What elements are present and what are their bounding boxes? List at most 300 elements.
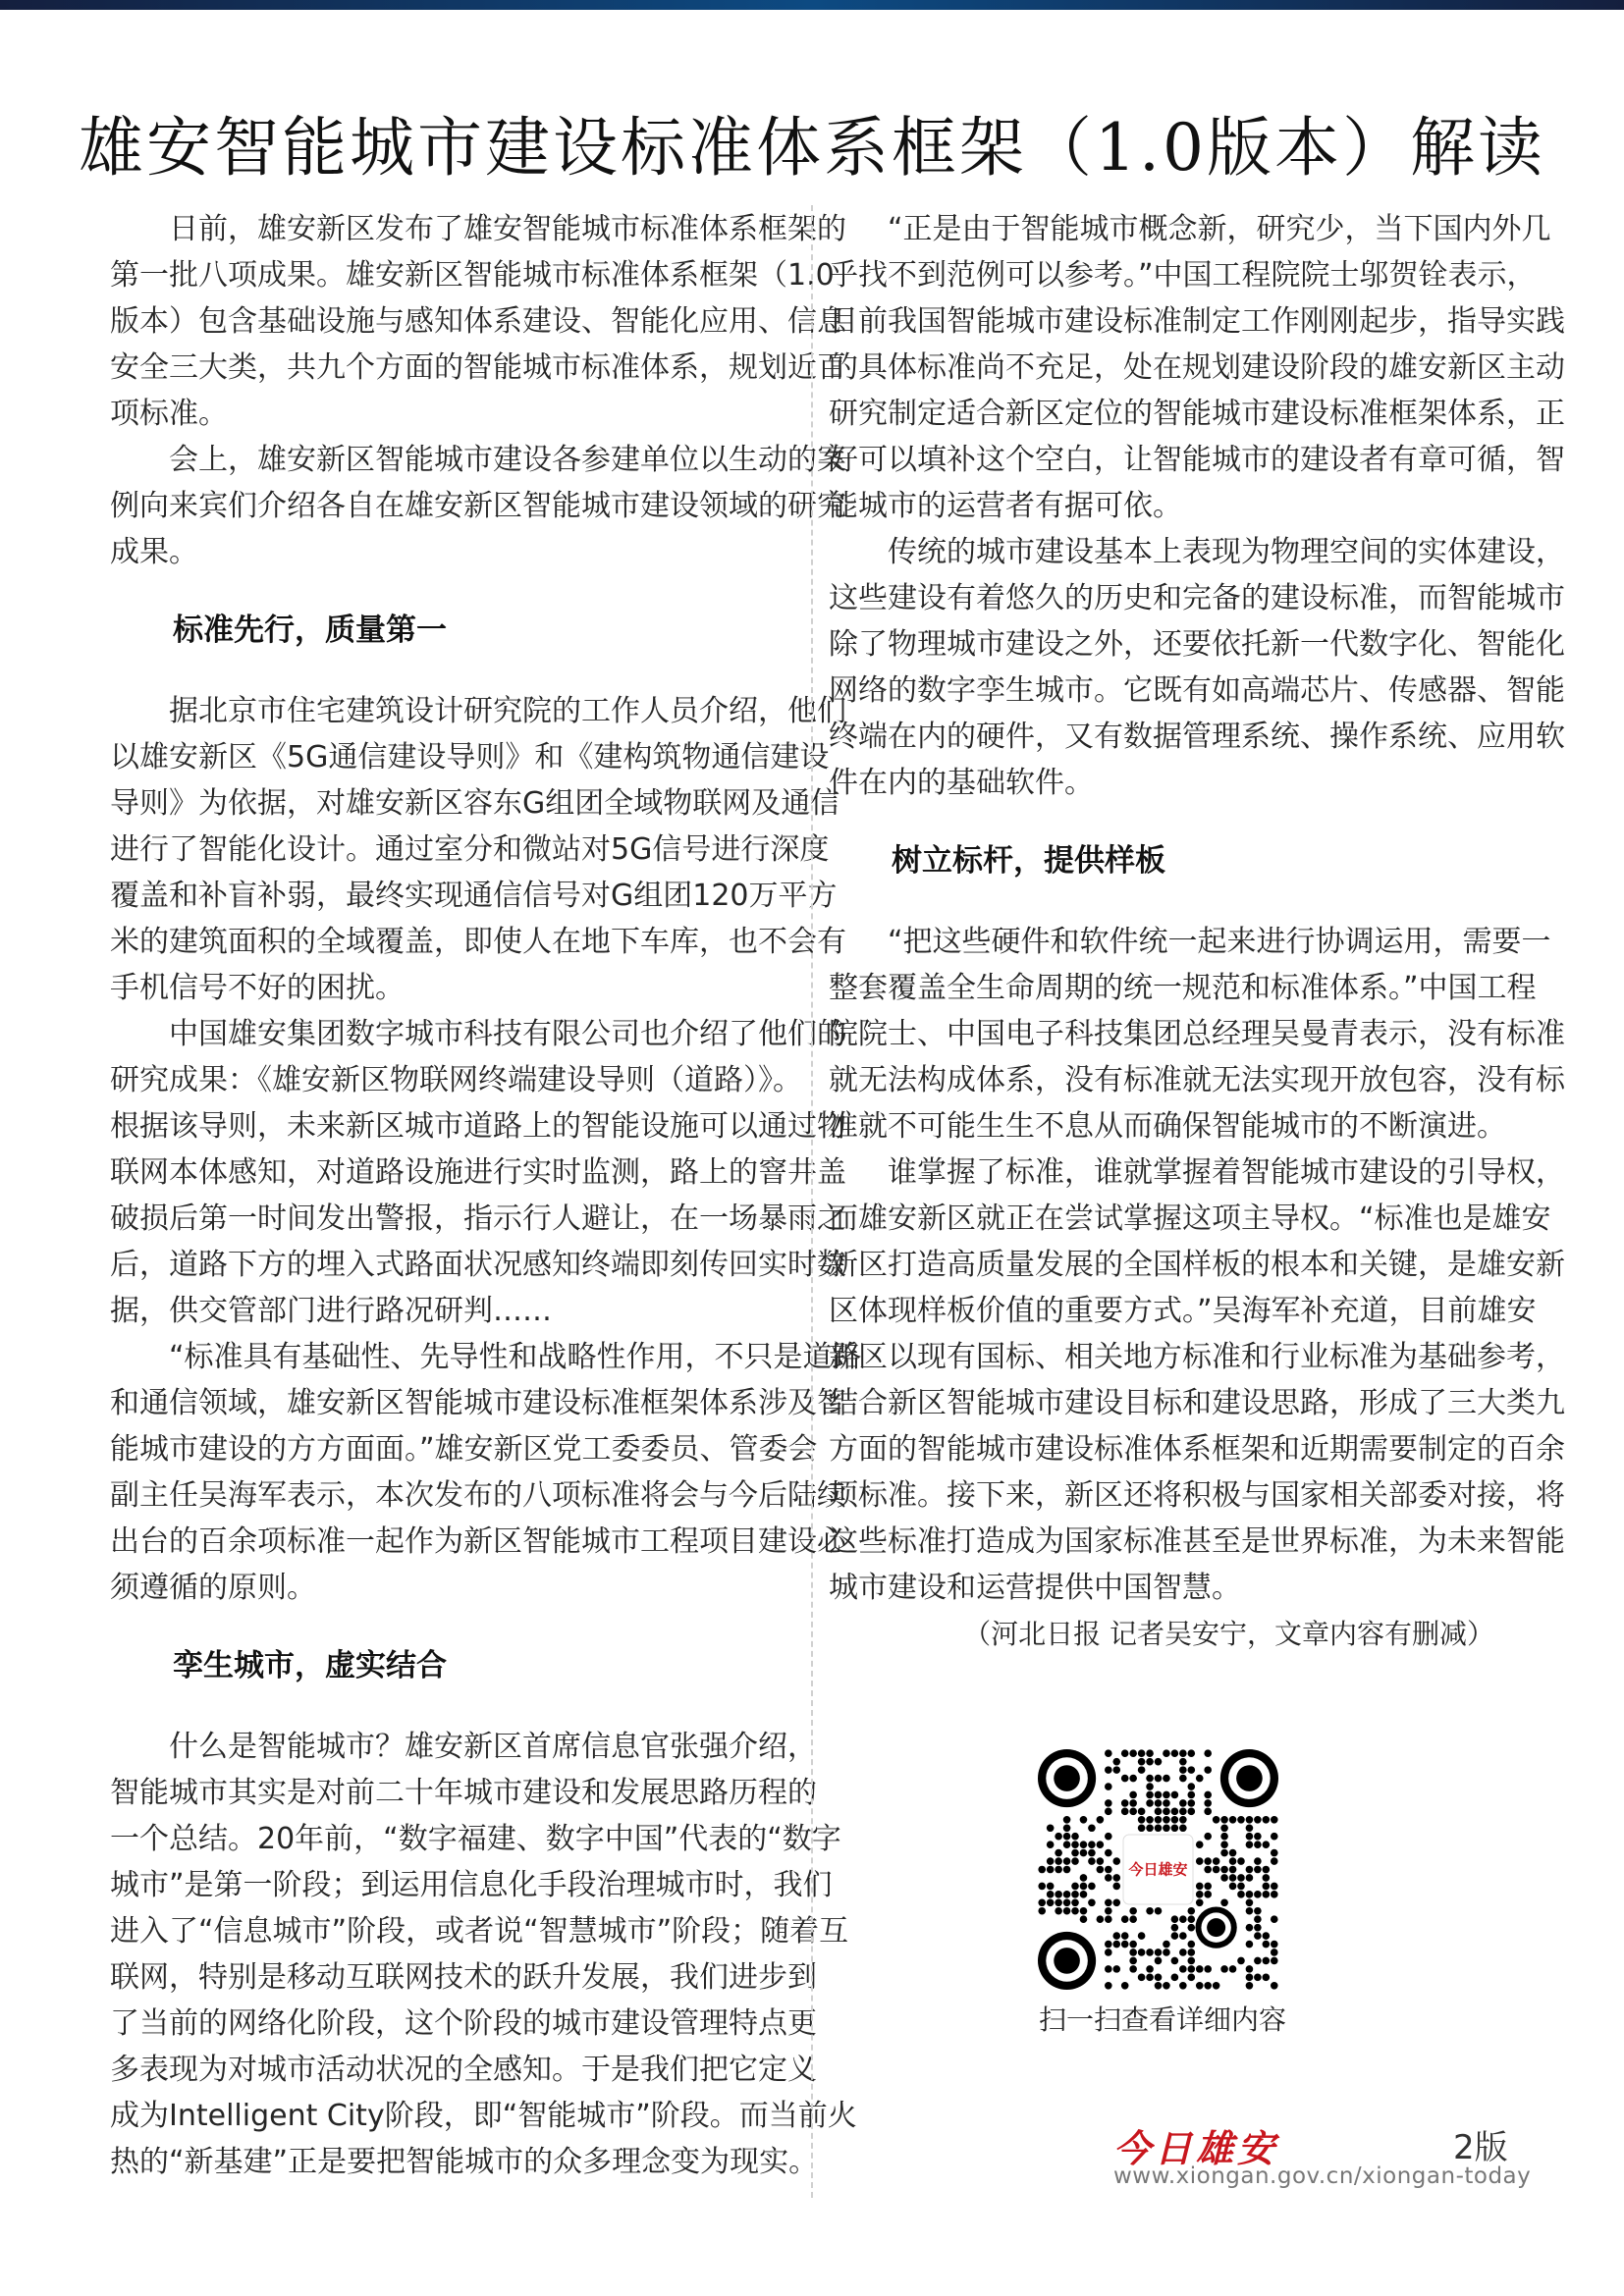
qr-dot [1105,1949,1112,1956]
qr-dot [1237,1857,1245,1865]
text-line: 智能城市其实是对前二十年城市建设和发展思路历程的 [110,1776,817,1810]
paragraph [829,1149,1565,1611]
qr-dot [1047,1824,1055,1832]
qr-finder-ring [1054,1948,1080,1974]
qr-dot [1105,1982,1112,1990]
text-line: 就无法构成体系，没有标准就无法实现开放包容，没有标 [829,1063,1565,1097]
qr-dot [1112,1941,1120,1949]
qr-dot [1204,1965,1212,1973]
qr-dot [1179,1915,1187,1923]
qr-dot [1220,1816,1228,1824]
qr-dot [1146,1791,1154,1799]
qr-dot [1105,1808,1112,1816]
footer-url[interactable]: www.xiongan.gov.cn/xiongan-today [1113,2163,1532,2189]
qr-dot [1129,1791,1137,1799]
qr-dot [1246,1974,1254,1982]
qr-dot [1204,1791,1212,1799]
qr-dot [1155,1949,1163,1956]
text-line: 成果。 [110,535,198,569]
qr-dot [1129,1775,1137,1783]
qr-dot [1196,1841,1204,1848]
text-line: 终端在内的硬件，又有数据管理系统、操作系统、应用软 [829,720,1565,754]
qr-dot [1229,1874,1237,1882]
text-line: 副主任吴海军表示，本次发布的八项标准将会与今后陆续 [110,1478,846,1513]
qr-dot [1196,1883,1204,1891]
qr-dot [1271,1816,1278,1824]
qr-dot [1063,1816,1071,1824]
qr-dot [1105,1799,1112,1807]
paragraph [110,688,846,1011]
qr-dot [1155,1816,1163,1824]
qr-dot [1080,1841,1088,1848]
qr-dot [1263,1816,1271,1824]
qr-dot [1204,1883,1212,1891]
qr-dot [1071,1891,1079,1898]
qr-dot [1246,1833,1254,1841]
text-line: 的具体标准尚不充足，处在规划建设阶段的雄安新区主动 [829,350,1565,385]
qr-dot [1263,1891,1271,1898]
qr-dot [1129,1799,1137,1807]
text-line: 传统的城市建设基本上表现为物理空间的实体建设， [888,535,1565,569]
qr-dot [1063,1824,1071,1832]
qr-dot [1047,1891,1055,1898]
qr-dot [1263,1883,1271,1891]
qr-dot [1121,1941,1129,1949]
qr-dot [1254,1841,1262,1848]
qr-dot [1112,1766,1120,1774]
text-line: 联网本体感知，对道路设施进行实时监测，路上的窨井盖 [110,1155,846,1190]
qr-dot [1047,1883,1055,1891]
qr-dot [1155,1824,1163,1832]
qr-dot [1121,1799,1129,1807]
qr-dot [1097,1866,1105,1874]
qr-dot [1146,1749,1154,1757]
qr-dot [1237,1957,1245,1965]
qr-dot [1112,1857,1120,1865]
qr-dot [1163,1808,1170,1816]
qr-dot [1179,1816,1187,1824]
right-column [829,206,1565,1657]
footer-logo: 今日雄安 [1113,2126,1279,2170]
qr-dot [1146,1799,1154,1807]
page-number: 2版 [1453,2128,1508,2167]
qr-dot [1187,1915,1195,1923]
qr-dot [1171,1824,1179,1832]
qr-dot [1271,1883,1278,1891]
qr-dot [1163,1941,1170,1949]
qr-dot [1105,1907,1112,1915]
qr-dot [1138,1824,1146,1832]
qr-dot [1063,1866,1071,1874]
qr-dot [1196,1775,1204,1783]
qr-dot [1146,1783,1154,1790]
qr-dot [1229,1857,1237,1865]
text-line: 院院士、中国电子科技集团总经理吴曼青表示，没有标准 [829,1017,1565,1051]
qr-dot [1105,1941,1112,1949]
qr-dot [1105,1965,1112,1973]
qr-dot [1220,1965,1228,1973]
qr-dot [1179,1749,1187,1757]
qr-dot [1155,1982,1163,1990]
qr-dot [1187,1783,1195,1790]
qr-dot [1220,1898,1228,1906]
text-line: 这些标准打造成为国家标准甚至是世界标准，为未来智能 [829,1524,1565,1559]
qr-dot [1179,1824,1187,1832]
qr-dot [1129,1915,1137,1923]
qr-dot [1263,1957,1271,1965]
section-heading: 孪生城市，虚实结合 [173,1648,447,1683]
text-line: “标准具有基础性、先导性和战略性作用，不只是道路 [169,1340,862,1374]
qr-dot [1271,1833,1278,1841]
qr-dot [1163,1949,1170,1956]
qr-dot [1271,1857,1278,1865]
qr-dot [1263,1932,1271,1940]
qr-dot [1246,1982,1254,1990]
qr-dot [1187,1907,1195,1915]
qr-dot [1105,1849,1112,1857]
qr-dot [1063,1907,1071,1915]
qr-dot [1213,1816,1220,1824]
text-line: 件在内的基础软件。 [829,766,1094,800]
text-line: 方面的智能城市建设标准体系框架和近期需要制定的百余 [829,1432,1565,1467]
text-line: 目前我国智能城市建设标准制定工作刚刚起步，指导实践 [829,304,1565,339]
qr-dot [1080,1849,1088,1857]
qr-dot [1171,1749,1179,1757]
qr-dot [1105,1749,1112,1757]
paragraph [110,437,846,575]
qr-dot [1179,1932,1187,1940]
qr-dot [1271,1891,1278,1898]
qr-dot [1220,1874,1228,1882]
qr-dot [1155,1799,1163,1807]
text-line: “正是由于智能城市概念新，研究少，当下国内外几 [888,212,1551,246]
text-line: 根据该导则，未来新区城市道路上的智能设施可以通过物 [110,1109,846,1144]
qr-dot [1187,1949,1195,1956]
qr-dot [1155,1791,1163,1799]
paragraph [110,1334,862,1611]
text-line: 成为Intelligent City阶段，即“智能城市”阶段。而当前火 [110,2099,857,2133]
qr-dot [1254,1915,1262,1923]
text-line: 除了物理城市建设之外，还要依托新一代数字化、智能化 [829,627,1565,662]
text-line: 项标准。 [110,397,228,431]
paragraph [829,206,1565,529]
qr-dot [1055,1907,1062,1915]
qr-dot [1179,1775,1187,1783]
text-line: 手机信号不好的困扰。 [110,971,405,1005]
text-line: 导则》为依据，对雄安新区容东G组团全域物联网及通信 [110,786,840,821]
qr-dot [1063,1857,1071,1865]
qr-dot [1204,1749,1212,1757]
qr-dot [1179,1766,1187,1774]
text-line: 项标准。接下来，新区还将积极与国家相关部委对接，将 [829,1478,1565,1513]
qr-dot [1097,1857,1105,1865]
qr-dot [1187,1766,1195,1774]
text-line: 好可以填补这个空白，让智能城市的建设者有章可循，智 [829,443,1565,477]
qr-dot [1071,1849,1079,1857]
qr-dot [1129,1949,1137,1956]
qr-dot [1237,1874,1245,1882]
text-line: 和通信领域，雄安新区智能城市建设标准框架体系涉及智 [110,1386,846,1420]
qr-dot [1112,1874,1120,1882]
qr-dot [1112,1965,1120,1973]
qr-code-icon[interactable] [1038,1749,1278,1990]
qr-dot [1271,1957,1278,1965]
qr-dot [1146,1816,1154,1824]
qr-dot [1121,1932,1129,1940]
qr-dot [1080,1874,1088,1882]
qr-dot [1187,1941,1195,1949]
qr-dot [1105,1833,1112,1841]
text-line: 能城市建设的方方面面。”雄安新区党工委委员、管委会 [110,1432,818,1467]
text-line: 城市建设和运营提供中国智慧。 [829,1571,1241,1605]
qr-dot [1254,1891,1262,1898]
qr-dot [1229,1816,1237,1824]
qr-dot [1088,1849,1096,1857]
qr-dot [1246,1907,1254,1915]
qr-dot [1055,1833,1062,1841]
qr-dot [1138,1808,1146,1816]
text-line: 结合新区智能城市建设目标和建设思路，形成了三大类九 [829,1386,1565,1420]
qr-dot [1121,1982,1129,1990]
text-line: 谁掌握了标准，谁就掌握着智能城市建设的引导权， [888,1155,1565,1190]
text-line: 新区以现有国标、相关地方标准和行业标准为基础参考， [829,1340,1565,1374]
qr-dot [1229,1965,1237,1973]
qr-dot [1055,1891,1062,1898]
qr-dot [1047,1866,1055,1874]
text-line: 据，供交管部门进行路况研判…… [110,1294,552,1328]
qr-caption: 扫一扫查看详细内容 [1039,2003,1287,2036]
qr-dot [1246,1891,1254,1898]
qr-dot [1055,1849,1062,1857]
qr-dot [1204,1808,1212,1816]
source-attribution: （河北日报 记者吴安宁，文章内容有删减） [963,1618,1494,1650]
text-line: 米的建筑面积的全域覆盖，即使人在地下车库，也不会有 [110,925,846,959]
qr-dot [1063,1841,1071,1848]
qr-dot [1121,1775,1129,1783]
qr-dot [1138,1758,1146,1766]
text-line: 例向来宾们介绍各自在雄安新区智能城市建设领域的研究 [110,489,846,523]
qr-dot [1071,1833,1079,1841]
qr-dot [1171,1957,1179,1965]
text-line: 据北京市住宅建筑设计研究院的工作人员介绍，他们 [169,694,846,728]
qr-dot [1088,1841,1096,1848]
qr-dot [1204,1866,1212,1874]
qr-dot [1138,1816,1146,1824]
qr-dot [1097,1816,1105,1824]
qr-dot [1055,1866,1062,1874]
text-line: 研究成果：《雄安新区物联网终端建设导则（道路）》。 [110,1063,802,1097]
qr-dot [1196,1965,1204,1973]
qr-dot [1237,1883,1245,1891]
qr-dot [1187,1808,1195,1816]
qr-dot [1263,1941,1271,1949]
paragraph [110,1011,846,1334]
qr-dot [1171,1915,1179,1923]
qr-dot [1204,1799,1212,1807]
qr-dot [1155,1758,1163,1766]
qr-dot [1196,1891,1204,1898]
text-line: 一个总结。20年前，“数字福建、数字中国”代表的“数字 [110,1822,841,1856]
qr-dot [1080,1907,1088,1915]
text-line: 什么是智能城市？雄安新区首席信息官张强介绍， [169,1730,817,1764]
qr-dot [1146,1758,1154,1766]
qr-dot [1196,1898,1204,1906]
qr-dot [1246,1965,1254,1973]
qr-dot [1047,1898,1055,1906]
qr-dot [1187,1974,1195,1982]
qr-dot [1229,1849,1237,1857]
paragraph [829,529,1565,806]
text-line: 整套覆盖全生命周期的统一规范和标准体系。”中国工程 [829,971,1537,1005]
qr-dot [1271,1982,1278,1990]
qr-dot [1254,1957,1262,1965]
qr-dot [1155,1808,1163,1816]
qr-dot [1204,1766,1212,1774]
text-line: 乎找不到范例可以参考。”中国工程院院士邬贺铨表示， [829,258,1537,293]
text-line: 出台的百余项标准一起作为新区智能城市工程项目建设必 [110,1524,846,1559]
qr-dot [1088,1824,1096,1832]
qr-dot [1088,1898,1096,1906]
qr-dot [1138,1974,1146,1982]
qr-dot [1038,1883,1046,1891]
text-line: 进行了智能化设计。通过室分和微站对5G信号进行深度 [110,832,830,867]
text-line: 进入了“信息城市”阶段，或者说“智慧城市”阶段；随着互 [110,1914,849,1949]
qr-dot [1163,1816,1170,1824]
qr-dot [1204,1857,1212,1865]
qr-dot [1138,1932,1146,1940]
text-line: 了当前的网络化阶段，这个阶段的城市建设管理特点更 [110,2006,817,2041]
qr-dot [1121,1808,1129,1816]
text-line: 中国雄安集团数字城市科技有限公司也介绍了他们的 [169,1017,846,1051]
qr-dot [1187,1749,1195,1757]
qr-dot [1146,1775,1154,1783]
qr-dot [1246,1841,1254,1848]
qr-dot [1112,1932,1120,1940]
qr-dot [1163,1775,1170,1783]
qr-dot [1063,1833,1071,1841]
qr-dot [1080,1915,1088,1923]
qr-dot [1254,1974,1262,1982]
qr-dot [1246,1898,1254,1906]
qr-dot [1155,1775,1163,1783]
qr-dot [1171,1974,1179,1982]
text-line: 覆盖和补盲补弱，最终实现通信信号对G组团120万平方 [110,879,838,913]
qr-dot [1220,1849,1228,1857]
paragraph [110,1724,857,2185]
qr-dot [1112,1883,1120,1891]
qr-dot [1263,1841,1271,1848]
qr-dot [1187,1965,1195,1973]
qr-finder-ring [1236,1765,1263,1791]
qr-dot [1071,1898,1079,1906]
qr-dot [1213,1866,1220,1874]
qr-dot [1138,1949,1146,1956]
qr-dot [1129,1957,1137,1965]
qr-dot [1129,1907,1137,1915]
qr-dot [1187,1924,1195,1932]
qr-dot [1080,1816,1088,1824]
text-line: 新区打造高质量发展的全国样板的根本和关键，是雄安新 [829,1248,1565,1282]
qr-dot [1237,1891,1245,1898]
qr-dot [1246,1924,1254,1932]
qr-dot [1080,1883,1088,1891]
qr-dot [1179,1808,1187,1816]
qr-dot [1163,1791,1170,1799]
text-line: 准就不可能生生不息从而确保智能城市的不断演进。 [829,1109,1506,1144]
qr-dot [1121,1915,1129,1923]
qr-dot [1179,1982,1187,1990]
qr-dot [1254,1857,1262,1865]
qr-center-logo: 今日雄安 [1128,1860,1188,1879]
qr-dot [1146,1824,1154,1832]
paragraph [829,919,1565,1149]
qr-dot [1254,1866,1262,1874]
text-line: 多表现为对城市活动状况的全感知。于是我们把它定义 [110,2053,817,2087]
column-divider [811,205,813,2198]
qr-dot [1254,1932,1262,1940]
qr-dot [1179,1965,1187,1973]
qr-dot [1163,1824,1170,1832]
qr-dot [1246,1866,1254,1874]
page-title: 雄安智能城市建设标准体系框架（1.0版本）解读 [79,110,1545,187]
qr-dot [1171,1816,1179,1824]
qr-dot [1055,1898,1062,1906]
qr-dot [1263,1874,1271,1882]
qr-dot [1047,1857,1055,1865]
qr-dot [1271,1949,1278,1956]
qr-dot [1121,1749,1129,1757]
qr-dot [1220,1824,1228,1832]
section-heading: 树立标杆，提供样板 [892,843,1165,879]
top-banner-bar [0,0,1624,10]
qr-dot [1204,1833,1212,1841]
text-line: 破损后第一时间发出警报，指示行人避让，在一场暴雨之 [110,1201,846,1236]
qr-dot [1063,1891,1071,1898]
text-line: 安全三大类，共九个方面的智能城市标准体系，规划近百 [110,350,846,385]
qr-dot [1071,1907,1079,1915]
qr-dot [1271,1941,1278,1949]
qr-dot [1246,1816,1254,1824]
text-line: 研究制定适合新区定位的智能城市建设标准框架体系，正 [829,397,1565,431]
qr-dot [1246,1941,1254,1949]
qr-dot [1179,1799,1187,1807]
qr-dot [1129,1749,1137,1757]
qr-dot [1112,1898,1120,1906]
qr-dot [1112,1758,1120,1766]
qr-dot [1254,1816,1262,1824]
qr-dot [1254,1907,1262,1915]
qr-dot [1196,1982,1204,1990]
qr-dot [1097,1841,1105,1848]
qr-dot [1105,1766,1112,1774]
qr-dot [1088,1857,1096,1865]
text-line: 第一批八项成果。雄安新区智能城市标准体系框架（1.0 [110,258,835,293]
text-line: 以雄安新区《5G通信建设导则》和《建构筑物通信建设 [110,740,830,774]
qr-dot [1220,1841,1228,1848]
qr-dot [1088,1883,1096,1891]
qr-dot [1220,1866,1228,1874]
qr-dot [1229,1883,1237,1891]
qr-dot [1138,1749,1146,1757]
qr-dot [1163,1799,1170,1807]
qr-dot [1163,1749,1170,1757]
qr-dot [1237,1816,1245,1824]
qr-dot [1204,1891,1212,1898]
qr-dot [1179,1758,1187,1766]
qr-dot [1263,1866,1271,1874]
text-line: 热的“新基建”正是要把智能城市的众多理念变为现实。 [110,2145,819,2179]
text-line: 日前，雄安新区发布了雄安智能城市标准体系框架的 [169,212,846,246]
